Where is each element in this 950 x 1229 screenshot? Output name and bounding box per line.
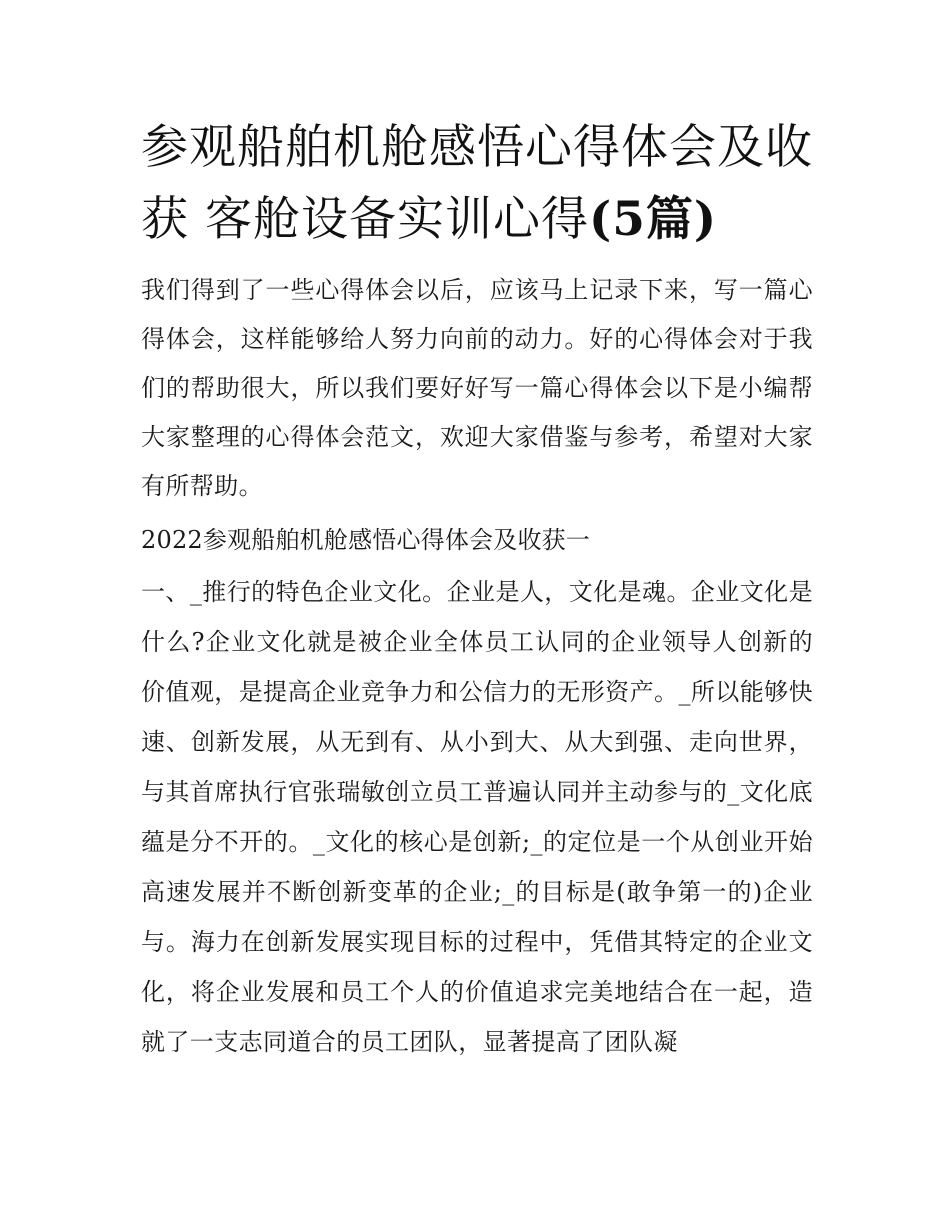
- body-paragraph: 一、_推行的特色企业文化。企业是人，文化是魂。企业文化是什么?企业文化就是被企业全体员工认同的企业领导人创新的价值观，是提高企业竞争力和公信力的无形资产。_所以能够快速、创新发展，从无到有、从小到大、从大到强、走向世界，与其首席执行官张瑞敏创立员工普遍认同并主动参与的_文化底蕴是分不开的。_文化的核心是创新;_的定位是一个从创业开始高速发展并不断创新变革的企业;_的目标是(敢争第一的)企业与。海力在创新发展实现目标的过程中，凭借其特定的企业文化，将企业发展和员工个人的价值追求完美地结合在一起，造就了一支志同道合的员工团队，显著提高了团队凝: [141, 578, 813, 1056]
- title-main-text: 参观船舶机舱感悟心得体会及收获 客舱设备实训心得: [141, 120, 813, 247]
- title-count-text: (5篇): [588, 192, 718, 247]
- section-heading: 2022参观船舶机舱感悟心得体会及收获一: [141, 526, 591, 554]
- document-content: [141, 112, 813, 1067]
- intro-paragraph: 我们得到了一些心得体会以后，应该马上记录下来，写一篇心得体会，这样能够给人努力向前的动力。好的心得体会对于我们的帮助很大，所以我们要好好写一篇心得体会以下是小编帮大家整理的心得体会范文，欢迎大家借鉴与参考，希望对大家有所帮助。: [141, 276, 813, 500]
- document-title: [141, 112, 813, 256]
